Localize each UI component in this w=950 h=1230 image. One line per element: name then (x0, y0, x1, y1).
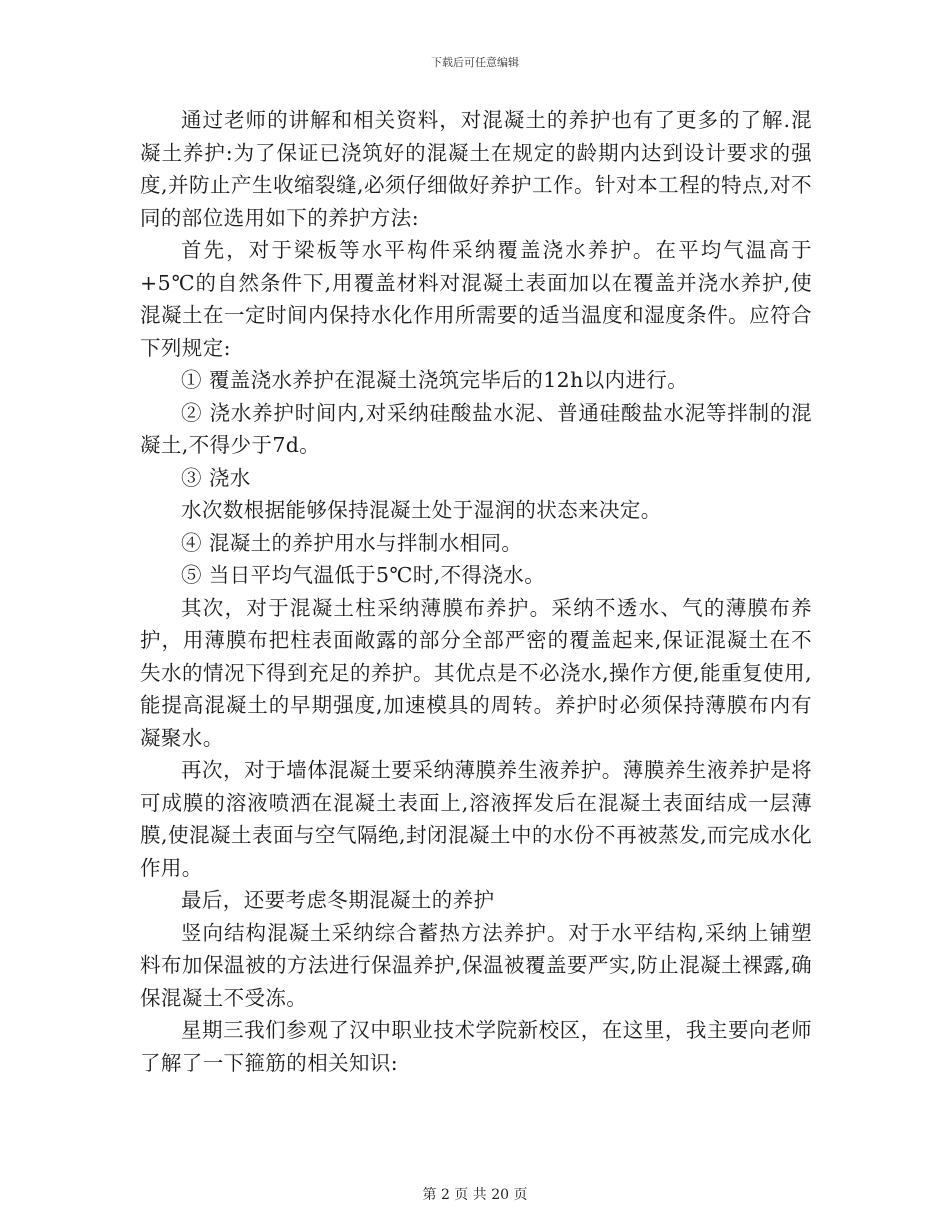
paragraph: 星期三我们参观了汉中职业技术学院新校区，在这里，我主要向老师了解了一下箍筋的相关知识: (140, 1018, 812, 1075)
document-body (140, 104, 812, 1079)
paragraph: 其次，对于混凝土柱采纳薄膜布养护。采纳不透水、气的薄膜布养护，用薄膜布把柱表面敞露的部分全部严密的覆盖起来,保证混凝土在不失水的情况下得到充足的养护。其优点是不必浇水,操作方便,能重复使用,能提高混凝土的早期强度,加速模具的周转。养护时必须保持薄膜布内有凝聚水。 (140, 595, 812, 750)
paragraph: 最后，还要考虑冬期混凝土的养护 (181, 888, 495, 912)
page-footer: 第 2 页 共 20 页 (422, 1187, 528, 1203)
paragraph: 竖向结构混凝土采纳综合蓄热方法养护。对于水平结构,采纳上铺塑料布加保温被的方法进行保温养护,保温被覆盖要严实,防止混凝土裸露,确保混凝土不受冻。 (140, 920, 812, 1010)
paragraph: 水次数根据能够保持混凝土处于湿润的状态来决定。 (181, 498, 662, 522)
list-item: ⑤ 当日平均气温低于5℃时,不得浇水。 (181, 563, 546, 587)
paragraph: 通过老师的讲解和相关资料，对混凝土的养护也有了更多的了解.混凝土养护:为了保证已浇筑好的混凝土在规定的龄期内达到设计要求的强度,并防止产生收缩裂缝,必须仔细做好养护工作。针对本工程的特点,对不同的部位选用如下的养护方法: (140, 108, 812, 230)
list-item: ① 覆盖浇水养护在混凝土浇筑完毕后的12h以内进行。 (181, 368, 689, 392)
list-item: ② 浇水养护时间内,对采纳硅酸盐水泥、普通硅酸盐水泥等拌制的混凝土,不得少于7d。 (140, 400, 812, 457)
paragraph: 再次，对于墙体混凝土要采纳薄膜养生液养护。薄膜养生液养护是将可成膜的溶液喷洒在混凝土表面上,溶液挥发后在混凝土表面结成一层薄膜,使混凝土表面与空气隔绝,封闭混凝土中的水份不再被蒸发,而完成水化作用。 (140, 758, 812, 880)
page-header: 下载后可任意编辑 (431, 56, 519, 69)
list-item: ③ 浇水 (181, 465, 251, 490)
list-item: ④ 混凝土的养护用水与拌制水相同。 (181, 530, 523, 555)
paragraph: 首先，对于梁板等水平构件采纳覆盖浇水养护。在平均气温高于+5℃的自然条件下,用覆盖材料对混凝土表面加以在覆盖并浇水养护,使混凝土在一定时间内保持水化作用所需要的适当温度和湿度条件。应符合下列规定: (140, 238, 812, 360)
